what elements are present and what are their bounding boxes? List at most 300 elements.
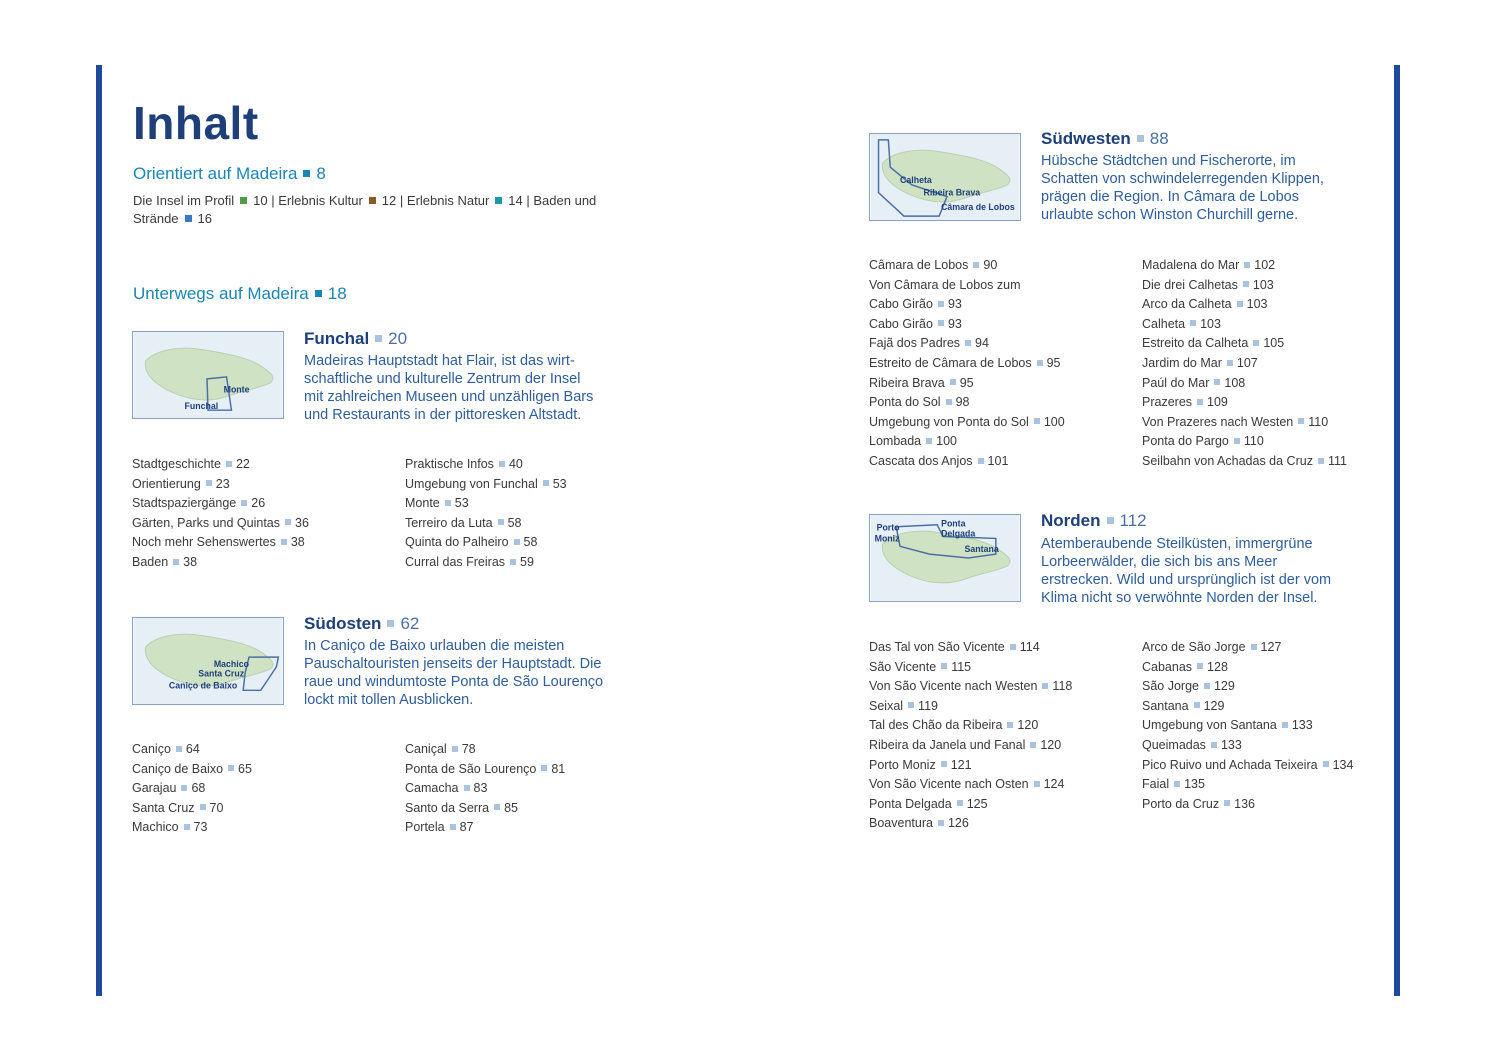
toc-entry[interactable] — [1142, 354, 1347, 374]
square-bullet-icon — [226, 461, 232, 467]
toc-entry[interactable] — [405, 760, 565, 780]
toc-list-funchal-col2 — [405, 455, 567, 573]
toc-entry[interactable] — [1142, 374, 1347, 394]
page-number: 12 — [381, 193, 397, 208]
square-bullet-icon — [450, 824, 456, 830]
toc-entry[interactable] — [405, 475, 567, 495]
toc-entry[interactable] — [405, 818, 565, 838]
toc-list-suedwesten-col1 — [869, 256, 1065, 472]
toc-entry-label: Von Prazeres nach Westen — [1142, 414, 1294, 429]
toc-entry[interactable] — [132, 740, 252, 760]
toc-entry[interactable] — [132, 553, 309, 573]
page-number: 93 — [947, 316, 962, 331]
page-number: 65 — [238, 761, 252, 776]
toc-entry-label: Caniçal — [405, 742, 447, 756]
toc-entry-label: Ribeira da Janela und Fanal — [869, 737, 1026, 752]
square-bullet-icon — [938, 820, 944, 826]
square-bullet-icon — [1190, 320, 1196, 326]
square-bullet-icon — [495, 197, 502, 204]
page-number: 135 — [1184, 777, 1205, 792]
page-number: 94 — [975, 336, 989, 351]
right-margin-rule — [1394, 65, 1400, 996]
toc-entry[interactable] — [405, 514, 567, 534]
toc-entry-label: Ponta Delgada — [869, 796, 952, 811]
page-number: 125 — [966, 796, 988, 811]
square-bullet-icon — [957, 800, 963, 806]
square-bullet-icon — [1253, 340, 1259, 346]
toc-entry[interactable] — [132, 475, 309, 495]
page-number: 112 — [1119, 511, 1147, 530]
page-number: 124 — [1043, 777, 1065, 792]
page-number: 101 — [987, 453, 1009, 468]
description-line: Schatten von schwindelerregenden Klippen, — [1041, 171, 1324, 187]
page-number: 10 — [253, 193, 268, 208]
toc-entry[interactable] — [405, 740, 565, 760]
toc-entry-label: Arco de São Jorge — [1142, 640, 1246, 654]
page-number: 129 — [1213, 679, 1235, 694]
description-line: raue und windumtoste Ponta de São Lourenço — [304, 674, 604, 690]
square-bullet-icon — [541, 765, 547, 771]
page-number: 128 — [1207, 659, 1228, 674]
toc-entry[interactable] — [1142, 775, 1353, 795]
page-number: 103 — [1246, 297, 1268, 312]
region-name: Norden — [1041, 511, 1101, 530]
toc-entry-label: Arco da Calheta — [1142, 297, 1232, 312]
toc-entry[interactable] — [405, 779, 565, 799]
toc-entry-label: Ponta de São Lourenço — [405, 761, 537, 776]
square-bullet-icon — [938, 301, 944, 307]
page-number: 119 — [918, 698, 938, 713]
svg-text:Funchal: Funchal — [184, 401, 219, 412]
toc-entry[interactable] — [869, 374, 1065, 394]
toc-entry-label: Ponta do Sol — [869, 395, 941, 410]
toc-entry-label: Caniço de Baixo — [132, 761, 224, 776]
toc-entry[interactable] — [1142, 697, 1353, 717]
toc-entry-label: São Vicente — [869, 659, 937, 674]
toc-entry[interactable] — [132, 779, 252, 799]
toc-entry[interactable] — [132, 455, 309, 475]
square-bullet-icon — [950, 379, 956, 385]
toc-entry-label: Orientierung — [132, 476, 201, 491]
page-number: 87 — [459, 820, 474, 835]
toc-entry-label: Tal des Chão da Ribeira — [869, 718, 1003, 733]
toc-entry[interactable] — [1142, 677, 1353, 697]
square-bullet-icon — [1010, 644, 1016, 650]
page-number: 58 — [523, 535, 538, 550]
toc-entry[interactable] — [1142, 276, 1347, 296]
square-bullet-icon — [965, 340, 971, 346]
svg-text:Santana: Santana — [964, 544, 999, 555]
toc-entry[interactable] — [405, 533, 567, 553]
toc-entry[interactable] — [869, 756, 1072, 776]
square-bullet-icon — [200, 804, 206, 810]
page-number: 38 — [290, 535, 305, 550]
page-number: 78 — [461, 742, 476, 756]
toc-entry-label: Von Câmara de Lobos zum — [869, 277, 1021, 292]
square-bullet-icon — [185, 215, 192, 222]
toc-entry[interactable] — [869, 736, 1072, 756]
toc-entry[interactable] — [869, 795, 1072, 815]
square-bullet-icon — [1323, 761, 1329, 767]
toc-entry[interactable] — [869, 658, 1072, 678]
toc-entry[interactable] — [1142, 393, 1347, 413]
toc-entry[interactable] — [1142, 756, 1353, 776]
page-number: 14 — [508, 193, 523, 208]
toc-entry-label: Ponta do Pargo — [1142, 434, 1229, 449]
page-number: 103 — [1200, 316, 1221, 331]
page-number: 105 — [1263, 336, 1285, 351]
page-number: 133 — [1291, 718, 1313, 733]
description-line: In Caniço de Baixo urlauben die meisten — [304, 638, 565, 654]
island-map-icon — [133, 332, 283, 418]
map-norden — [869, 514, 1021, 602]
square-bullet-icon — [498, 519, 504, 525]
square-bullet-icon — [240, 197, 247, 204]
toc-entry[interactable] — [1142, 315, 1347, 335]
square-bullet-icon — [510, 559, 516, 565]
square-bullet-icon — [1137, 135, 1144, 142]
toc-entry-label: Seilbahn von Achadas da Cruz — [1142, 453, 1313, 468]
section-heading-unterwegs[interactable] — [133, 284, 347, 304]
page-number: 111 — [1327, 453, 1347, 468]
toc-entry[interactable] — [869, 393, 1065, 413]
page-number: 103 — [1252, 277, 1274, 292]
toc-entry[interactable] — [869, 432, 1065, 452]
square-bullet-icon — [941, 663, 947, 669]
square-bullet-icon — [978, 458, 984, 464]
section-heading-orientiert[interactable] — [133, 164, 326, 184]
region-name: Funchal — [304, 329, 370, 348]
toc-entry-label: Cascata dos Anjos — [869, 453, 973, 468]
toc-entry[interactable] — [405, 455, 567, 475]
page-number: 115 — [951, 659, 972, 674]
island-map-icon — [870, 134, 1020, 220]
left-margin-rule — [96, 65, 102, 996]
orientiert-item[interactable]: Erlebnis Natur — [406, 193, 490, 208]
toc-entry[interactable] — [1142, 795, 1353, 815]
toc-entry[interactable] — [1142, 432, 1347, 452]
square-bullet-icon — [1318, 458, 1324, 464]
svg-text:Delgada: Delgada — [941, 528, 976, 539]
toc-entry-label: Câmara de Lobos — [869, 258, 969, 272]
square-bullet-icon — [315, 290, 322, 297]
toc-entry-label: Garajau — [132, 781, 177, 796]
toc-entry-label: Monte — [405, 496, 440, 511]
page-title: Inhalt — [133, 97, 259, 149]
region-description-suedosten — [304, 637, 603, 709]
page-number: 36 — [295, 515, 309, 530]
square-bullet-icon — [1197, 399, 1203, 405]
square-bullet-icon — [926, 438, 932, 444]
toc-entry-label: Calheta — [1142, 316, 1186, 331]
square-bullet-icon — [938, 320, 944, 326]
page-number: 22 — [235, 457, 250, 471]
toc-entry-label: Boaventura — [869, 816, 933, 831]
toc-list-norden-col1 — [869, 638, 1072, 834]
toc-entry[interactable] — [132, 533, 309, 553]
region-name: Südwesten — [1041, 129, 1131, 148]
toc-entry-label: São Jorge — [1142, 679, 1199, 694]
toc-list-norden-col2 — [1142, 638, 1353, 814]
square-bullet-icon — [1244, 262, 1250, 268]
square-bullet-icon — [973, 262, 979, 268]
square-bullet-icon — [1030, 742, 1036, 748]
page-number: 70 — [209, 800, 224, 815]
toc-entry-label: Umgebung von Funchal — [405, 476, 538, 491]
toc-entry[interactable] — [405, 494, 567, 514]
toc-entry-label: Santana — [1142, 698, 1189, 713]
description-line: prägen die Region. In Câmara de Lobos — [1041, 189, 1299, 205]
page-number: 95 — [1046, 355, 1061, 370]
page-number: 136 — [1234, 796, 1255, 811]
toc-entry[interactable] — [132, 799, 252, 819]
svg-text:Santa Cruz: Santa Cruz — [198, 668, 245, 679]
square-bullet-icon — [241, 500, 247, 506]
region-title-suedosten[interactable] — [304, 614, 419, 634]
toc-entry-label: Paúl do Mar — [1142, 375, 1210, 390]
toc-entry-label: Quinta do Palheiro — [405, 535, 509, 550]
description-line: und Restaurants in der pittoresken Altstadt. — [304, 407, 582, 423]
toc-entry[interactable] — [405, 553, 567, 573]
square-bullet-icon — [184, 824, 190, 830]
island-map-icon — [870, 515, 1020, 601]
square-bullet-icon — [946, 399, 952, 405]
toc-entry[interactable] — [869, 413, 1065, 433]
square-bullet-icon — [1197, 663, 1203, 669]
toc-entry-label: Von São Vicente nach Westen — [869, 679, 1038, 694]
svg-text:Ribeira Brava: Ribeira Brava — [923, 187, 981, 198]
page-number: 59 — [520, 554, 534, 569]
region-title-suedwesten[interactable] — [1041, 129, 1169, 149]
toc-list-funchal-col1 — [132, 455, 309, 573]
toc-entry[interactable] — [869, 276, 1065, 296]
map-funchal — [132, 331, 284, 419]
toc-entry[interactable] — [869, 315, 1065, 335]
toc-entry[interactable] — [869, 814, 1072, 834]
square-bullet-icon — [181, 785, 187, 791]
toc-entry[interactable] — [869, 452, 1065, 472]
page-number: 8 — [316, 164, 326, 183]
square-bullet-icon — [1034, 781, 1040, 787]
page-number: 129 — [1203, 698, 1225, 713]
page-number: 108 — [1224, 375, 1246, 390]
toc-entry-label: Stadtspaziergänge — [132, 496, 237, 511]
map-suedosten — [132, 617, 284, 705]
square-bullet-icon — [494, 804, 500, 810]
toc-entry[interactable] — [1142, 658, 1353, 678]
square-bullet-icon — [206, 480, 212, 486]
orientiert-item[interactable]: Baden und — [533, 193, 597, 208]
square-bullet-icon — [1227, 360, 1233, 366]
toc-entry[interactable] — [869, 354, 1065, 374]
toc-entry[interactable] — [405, 799, 565, 819]
toc-entry[interactable] — [869, 295, 1065, 315]
region-title-norden[interactable] — [1041, 511, 1147, 531]
square-bullet-icon — [908, 702, 914, 708]
toc-entry[interactable] — [1142, 334, 1347, 354]
svg-text:Calheta: Calheta — [900, 174, 932, 185]
square-bullet-icon — [303, 170, 310, 177]
toc-list-suedosten-col1 — [132, 740, 252, 838]
page-number: 95 — [959, 375, 974, 390]
page-number: 18 — [327, 284, 347, 303]
square-bullet-icon — [1211, 742, 1217, 748]
square-bullet-icon — [1174, 781, 1180, 787]
page-number: 120 — [1040, 737, 1062, 752]
toc-entry-label: Cabo Girão — [869, 316, 933, 331]
page-number: 109 — [1207, 395, 1228, 410]
svg-text:Caniço de Baixo: Caniço de Baixo — [168, 680, 238, 691]
toc-entry-label: Ribeira Brava — [869, 375, 945, 390]
square-bullet-icon — [285, 519, 291, 525]
region-name: Südosten — [304, 614, 382, 633]
description-line: Lorbeerwälder, die sich bis ans Meer — [1041, 554, 1278, 570]
toc-entry-label: Faial — [1142, 777, 1170, 792]
square-bullet-icon — [1234, 438, 1240, 444]
map-suedwesten — [869, 133, 1021, 221]
square-bullet-icon — [1224, 800, 1230, 806]
square-bullet-icon — [1042, 683, 1048, 689]
page-number: 134 — [1332, 757, 1354, 772]
toc-entry[interactable] — [132, 514, 309, 534]
page-number: 16 — [197, 211, 213, 226]
orientiert-item[interactable]: Die Insel im Profil — [133, 193, 235, 208]
toc-entry-label: Das Tal von São Vicente — [869, 640, 1005, 654]
orientiert-item[interactable]: Erlebnis Kultur — [278, 193, 363, 208]
svg-text:Monte: Monte — [223, 384, 250, 395]
toc-entry[interactable] — [1142, 413, 1347, 433]
toc-entry-label: Madalena do Mar — [1142, 258, 1240, 272]
toc-entry-label: Cabo Girão — [869, 297, 933, 312]
separator: | — [526, 193, 530, 208]
toc-entry-label: Santa Cruz — [132, 800, 195, 815]
square-bullet-icon — [1298, 418, 1304, 424]
square-bullet-icon — [1107, 517, 1114, 524]
description-line: Madeiras Hauptstadt hat Flair, ist das wirt- — [304, 353, 575, 369]
page-number: 23 — [215, 476, 230, 491]
orientiert-item[interactable]: Strände — [133, 211, 179, 226]
square-bullet-icon — [543, 480, 549, 486]
page-number: 110 — [1308, 414, 1329, 429]
toc-entry[interactable] — [1142, 256, 1347, 276]
toc-entry-label: Caniço — [132, 742, 171, 756]
toc-entry-label: Jardim do Mar — [1142, 355, 1222, 370]
description-line: Hübsche Städtchen und Fischerorte, im — [1041, 153, 1296, 169]
square-bullet-icon — [176, 746, 182, 752]
square-bullet-icon — [941, 761, 947, 767]
page-number: 120 — [1017, 718, 1039, 733]
page-number: 20 — [388, 329, 408, 348]
description-line: schaftliche und kulturelle Zentrum der Insel — [304, 371, 581, 387]
page-number: 88 — [1149, 129, 1169, 148]
toc-entry-label: Baden — [132, 554, 169, 569]
page-number: 85 — [504, 800, 518, 815]
page-number: 98 — [955, 395, 970, 410]
toc-entry[interactable] — [869, 716, 1072, 736]
square-bullet-icon — [387, 620, 394, 627]
region-description-funchal — [304, 352, 593, 424]
description-line: Pauschaltouristen jenseits der Hauptstadt. Die — [304, 656, 602, 672]
svg-text:Câmara de Lobos: Câmara de Lobos — [941, 202, 1015, 213]
toc-entry-label: Von São Vicente nach Osten — [869, 777, 1029, 792]
square-bullet-icon — [369, 197, 376, 204]
toc-entry[interactable] — [869, 677, 1072, 697]
description-line: lockt mit tollen Ausblicken. — [304, 692, 474, 708]
toc-entry-label: Porto da Cruz — [1142, 796, 1220, 811]
page-number: 53 — [454, 496, 469, 511]
toc-entry[interactable] — [132, 494, 309, 514]
region-description-norden — [1041, 535, 1331, 607]
toc-entry-label: Pico Ruivo und Achada Teixeira — [1142, 757, 1318, 772]
toc-entry-label: Gärten, Parks und Quintas — [132, 515, 280, 530]
toc-entry[interactable] — [1142, 716, 1353, 736]
toc-entry-label: Seixal — [869, 698, 904, 713]
square-bullet-icon — [445, 500, 451, 506]
toc-entry-label: Cabanas — [1142, 659, 1193, 674]
toc-entry[interactable] — [132, 818, 252, 838]
toc-entry-label: Umgebung von Ponta do Sol — [869, 414, 1029, 429]
toc-entry[interactable] — [869, 775, 1072, 795]
description-line: Atemberaubende Steilküsten, immergrüne — [1041, 536, 1313, 552]
toc-entry-label: Die drei Calhetas — [1142, 277, 1238, 292]
page-number: 64 — [185, 742, 200, 756]
page-number: 38 — [183, 554, 198, 569]
toc-list-suedwesten-col2 — [1142, 256, 1347, 472]
square-bullet-icon — [1194, 702, 1200, 708]
square-bullet-icon — [375, 335, 382, 342]
page-number: 26 — [251, 496, 266, 511]
description-line: urlaubte schon Winston Churchill gerne. — [1041, 207, 1299, 223]
svg-text:Moniz: Moniz — [874, 533, 900, 544]
page-number: 121 — [950, 757, 972, 772]
toc-entry[interactable] — [869, 697, 1072, 717]
page-number: 53 — [552, 476, 567, 491]
toc-entry-label: Praktische Infos — [405, 457, 494, 471]
page-number: 127 — [1260, 640, 1282, 654]
description-line: mit zahlreichen Museen und unzähligen Bars — [304, 389, 594, 405]
toc-entry-label: Terreiro da Luta — [405, 515, 493, 530]
svg-text:Porto: Porto — [876, 522, 900, 533]
toc-entry[interactable] — [869, 638, 1072, 658]
separator: | — [271, 193, 275, 208]
toc-entry[interactable] — [1142, 736, 1353, 756]
toc-entry-label: Prazeres — [1142, 395, 1193, 410]
toc-entry[interactable] — [1142, 638, 1353, 658]
page-number: 62 — [400, 614, 420, 633]
region-title-funchal[interactable] — [304, 329, 407, 349]
separator: | — [399, 193, 404, 208]
svg-text:Ponta: Ponta — [941, 518, 966, 529]
toc-entry[interactable] — [132, 760, 252, 780]
toc-entry-label: Fajã dos Padres — [869, 336, 961, 351]
page-number: 90 — [983, 258, 998, 272]
page-number: 40 — [508, 457, 523, 471]
toc-entry[interactable] — [1142, 295, 1347, 315]
toc-entry[interactable] — [869, 334, 1065, 354]
toc-entry[interactable] — [1142, 452, 1347, 472]
page-number: 73 — [193, 820, 208, 835]
section-heading-label: Unterwegs auf Madeira — [133, 284, 309, 303]
page-number: 100 — [936, 434, 957, 449]
square-bullet-icon — [452, 746, 458, 752]
page-number: 81 — [551, 761, 566, 776]
page-number: 100 — [1043, 414, 1065, 429]
page-number: 102 — [1254, 258, 1276, 272]
page-number: 118 — [1052, 679, 1073, 694]
region-description-suedwesten — [1041, 152, 1324, 224]
toc-entry[interactable] — [869, 256, 1065, 276]
page-number: 93 — [947, 297, 962, 312]
